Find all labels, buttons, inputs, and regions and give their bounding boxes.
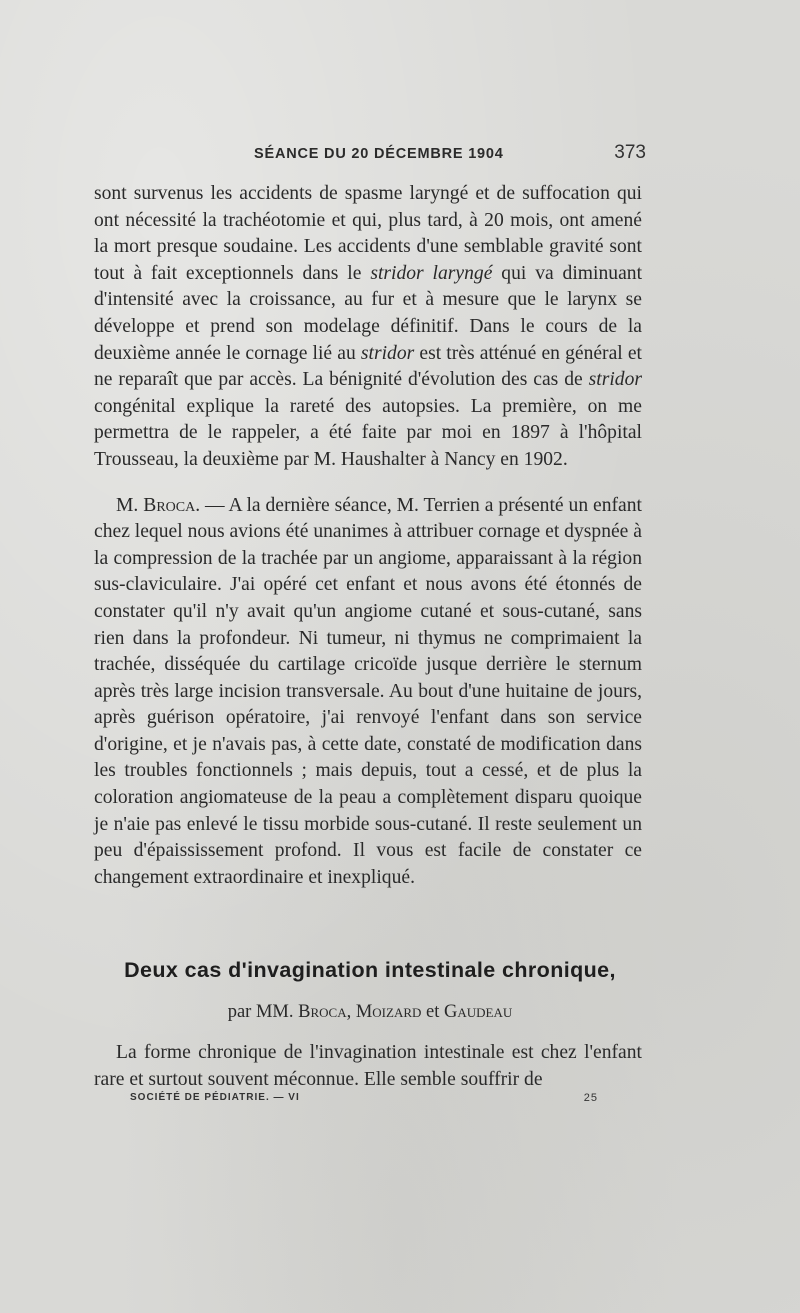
speaker-name: Broca xyxy=(143,494,196,516)
emphasis-stridor-laryngé: stridor laryngé xyxy=(370,262,493,284)
running-title: SÉANCE DU 20 DÉCEMBRE 1904 xyxy=(254,146,504,162)
paragraph-broca: M. Broca. — A la dernière séance, M. Terrien a présenté un enfant chez lequel nous avions été unanimes à attribuer cornage et dyspnée à la compression de la trachée par un angiome, apparaissant à la région sus-claviculaire. J'ai opéré cet enfant et nous avons été étonnés de constater qu'il n'y avait qu'un angiome cutané et sous-cutané, sans rien dans la profondeur. Ni tumeur, ni thymus ne comprimaient la trachée, disséquée du cartilage cricoïde jusque derrière le sternum après très large incision transversale. Au bout d'une huitaine de jours, après guérison opératoire, j'ai renvoyé l'enfant dans son service d'origine, et je n'avais pas, à cette date, constaté de modification dans les troubles fonctionnels ; mais depuis, tout a cessé, et de plus la coloration angiomateuse de la peau a complètement disparu quoique je n'aie pas enlevé le tissu morbide sous-cutané. Il reste seulement un peu d'épaississement profond. Il vous est facile de constater ce changement extraordinaire et inexpliqué. xyxy=(94,494,642,888)
page-number: 373 xyxy=(614,142,646,163)
footer-signature-number: 25 xyxy=(583,1092,598,1104)
paragraph-invagination: La forme chronique de l'invagination intestinale est chez l'enfant rare et surtout souvent méconnue. Elle semble souffrir de xyxy=(94,1042,642,1090)
page-header xyxy=(94,140,646,170)
footer-signature: SOCIÉTÉ DE PÉDIATRIE. — VI xyxy=(130,1092,300,1103)
author-moizard: Moizard xyxy=(355,1002,422,1022)
emphasis-stridor: stridor xyxy=(588,369,642,391)
page-footer xyxy=(130,1092,598,1110)
section-title: Deux cas d'invagination intestinale chronique, xyxy=(124,958,616,982)
byline: par MM. Broca, Moizard et Gaudeau xyxy=(227,1002,513,1022)
author-gaudeau: Gaudeau xyxy=(444,1002,513,1022)
author-broca: Broca xyxy=(298,1002,347,1022)
body-text xyxy=(94,181,642,891)
emphasis-stridor: stridor xyxy=(360,342,415,364)
paragraph-stridor: sont survenus les accidents de spasme laryngé et de suffocation qui ont nécessité la trachéotomie et qui, plus tard, à 20 mois, ont amené la mort presque soudaine. Les accidents d'une semblable gravité sont tout à fait exceptionnels dans le stridor laryngé qui va diminuant d'intensité avec la croissance, au fur et à mesure que le larynx se développe et prend son modelage définitif. Dans le cours de la deuxième année le cornage lié au stridor est très atténué en général et ne reparaît que par accès. La bénignité d'évolution des cas de stridor congénital explique la rareté des autopsies. La première, on me permettra de le rappeler, a été faite par moi en 1897 à l'hôpital Trousseau, la deuxième par M. Haushalter à Nancy en 1902. xyxy=(94,183,643,470)
